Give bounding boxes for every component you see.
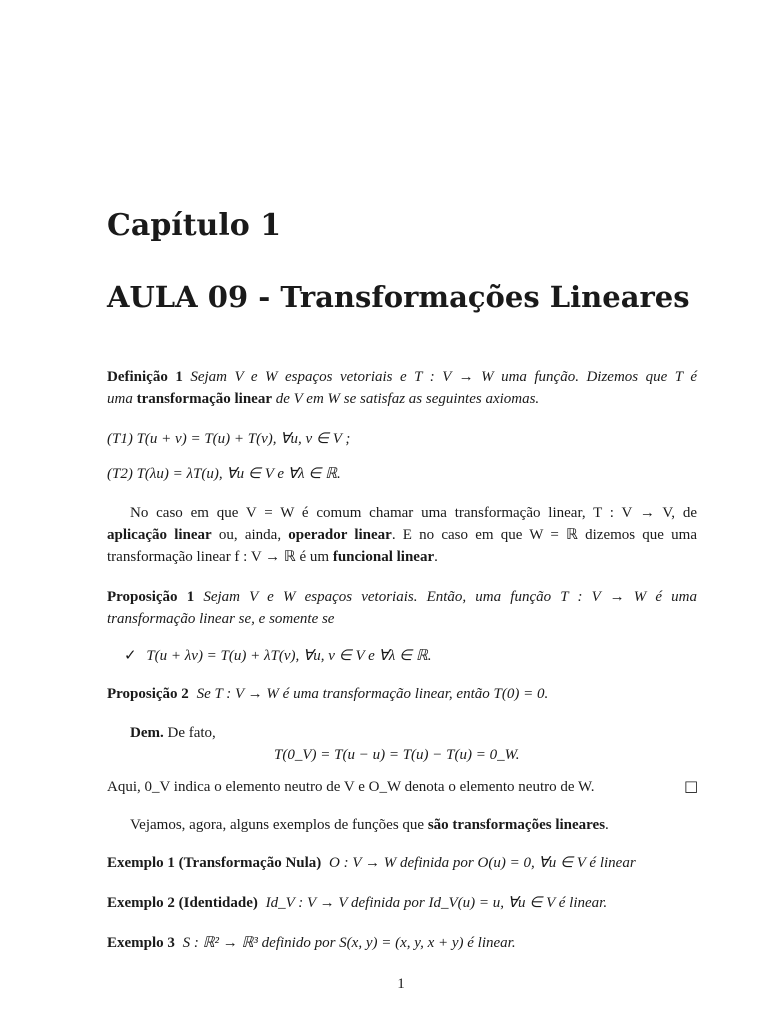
- paragraph-text: . E no caso em que W = ℝ dizemos que uma: [391, 527, 697, 543]
- example-text: S : ℝ² → ℝ³ definido por S(x, y) = (x, y, x + y) é linear.: [182, 935, 516, 951]
- proposition-label: Proposição 2: [107, 686, 189, 702]
- term-transformacoes-lineares: são transformações lineares: [427, 817, 606, 833]
- example-label: Exemplo 2 (Identidade): [107, 895, 258, 911]
- proposition-2: [107, 683, 697, 705]
- definition-text: Sejam V e W espaços vetoriais e T : V → W uma função. Dizemos que T é: [190, 369, 697, 385]
- definition-label: Definição 1: [107, 369, 183, 385]
- paragraph-text: .: [605, 817, 609, 833]
- term-funcional-linear: funcional linear: [332, 549, 435, 565]
- proposition-label: Proposição 1: [107, 589, 195, 605]
- term-operador-linear: operador linear: [288, 527, 392, 543]
- definition-1-line-2: [107, 388, 697, 410]
- proof-formula: T(0_V) = T(u − u) = T(u) − T(u) = 0_W.: [274, 747, 520, 763]
- proposition-text: Se T : V → W é uma transformação linear, então T(0) = 0.: [196, 686, 549, 702]
- qed-icon: □: [684, 777, 699, 795]
- definition-text-post: de V em W se satisfaz as seguintes axiomas.: [275, 391, 540, 407]
- example-label: Exemplo 3: [107, 935, 175, 951]
- proposition-1-line-1: [107, 586, 697, 608]
- example-label: Exemplo 1 (Transformação Nula): [107, 855, 322, 871]
- definition-term: transformação linear: [136, 391, 272, 407]
- definition-text-pre: uma: [107, 391, 133, 407]
- example-text: Id_V : V → V definida por Id_V(u) = u, ∀u ∈ V é linear.: [265, 895, 608, 911]
- proposition-1-condition: [124, 645, 432, 667]
- proof-text: De fato,: [167, 725, 216, 741]
- term-aplicacao-linear: aplicação linear: [107, 527, 212, 543]
- proof-intro: [130, 722, 216, 744]
- paragraph-text: transformação linear f : V → ℝ é um: [107, 549, 333, 565]
- example-2: [107, 892, 607, 914]
- axiom-t2: (T2) T(λu) = λT(u), ∀u ∈ V e ∀λ ∈ ℝ.: [107, 466, 341, 482]
- proposition-text: Sejam V e W espaços vetoriais. Então, uma função T : V → W é uma: [203, 589, 698, 605]
- check-icon: ✓: [124, 648, 137, 664]
- proposition-1-line-2: transformação linear se, e somente se: [107, 611, 335, 627]
- page-number: 1: [397, 976, 405, 992]
- paragraph-text: ou, ainda,: [211, 527, 289, 543]
- page-title: AULA 09 - Transformações Lineares: [107, 280, 690, 314]
- proof-note: Aqui, 0_V indica o elemento neutro de V e O_W denota o elemento neutro de W.: [107, 779, 595, 795]
- paragraph-1-line-3: [107, 546, 697, 568]
- paragraph-1-line-1: No caso em que V = W é comum chamar uma transformação linear, T : V → V, de: [130, 505, 697, 521]
- example-1: [107, 852, 636, 874]
- paragraph-text: .: [434, 549, 438, 565]
- chapter-heading: Capítulo 1: [107, 208, 282, 243]
- condition-formula: T(u + λv) = T(u) + λT(v), ∀u, v ∈ V e ∀λ ∈ ℝ.: [146, 648, 432, 664]
- paragraph-2: [130, 814, 609, 836]
- paragraph-text: Vejamos, agora, alguns exemplos de funções que: [130, 817, 428, 833]
- definition-1-line-1: [107, 366, 697, 388]
- proof-label: Dem.: [130, 725, 164, 741]
- example-3: [107, 932, 516, 954]
- paragraph-1-line-2: [107, 524, 697, 546]
- axiom-t1: (T1) T(u + v) = T(u) + T(v), ∀u, v ∈ V ;: [107, 431, 351, 447]
- example-text: O : V → W definida por O(u) = 0, ∀u ∈ V é linear: [329, 855, 636, 871]
